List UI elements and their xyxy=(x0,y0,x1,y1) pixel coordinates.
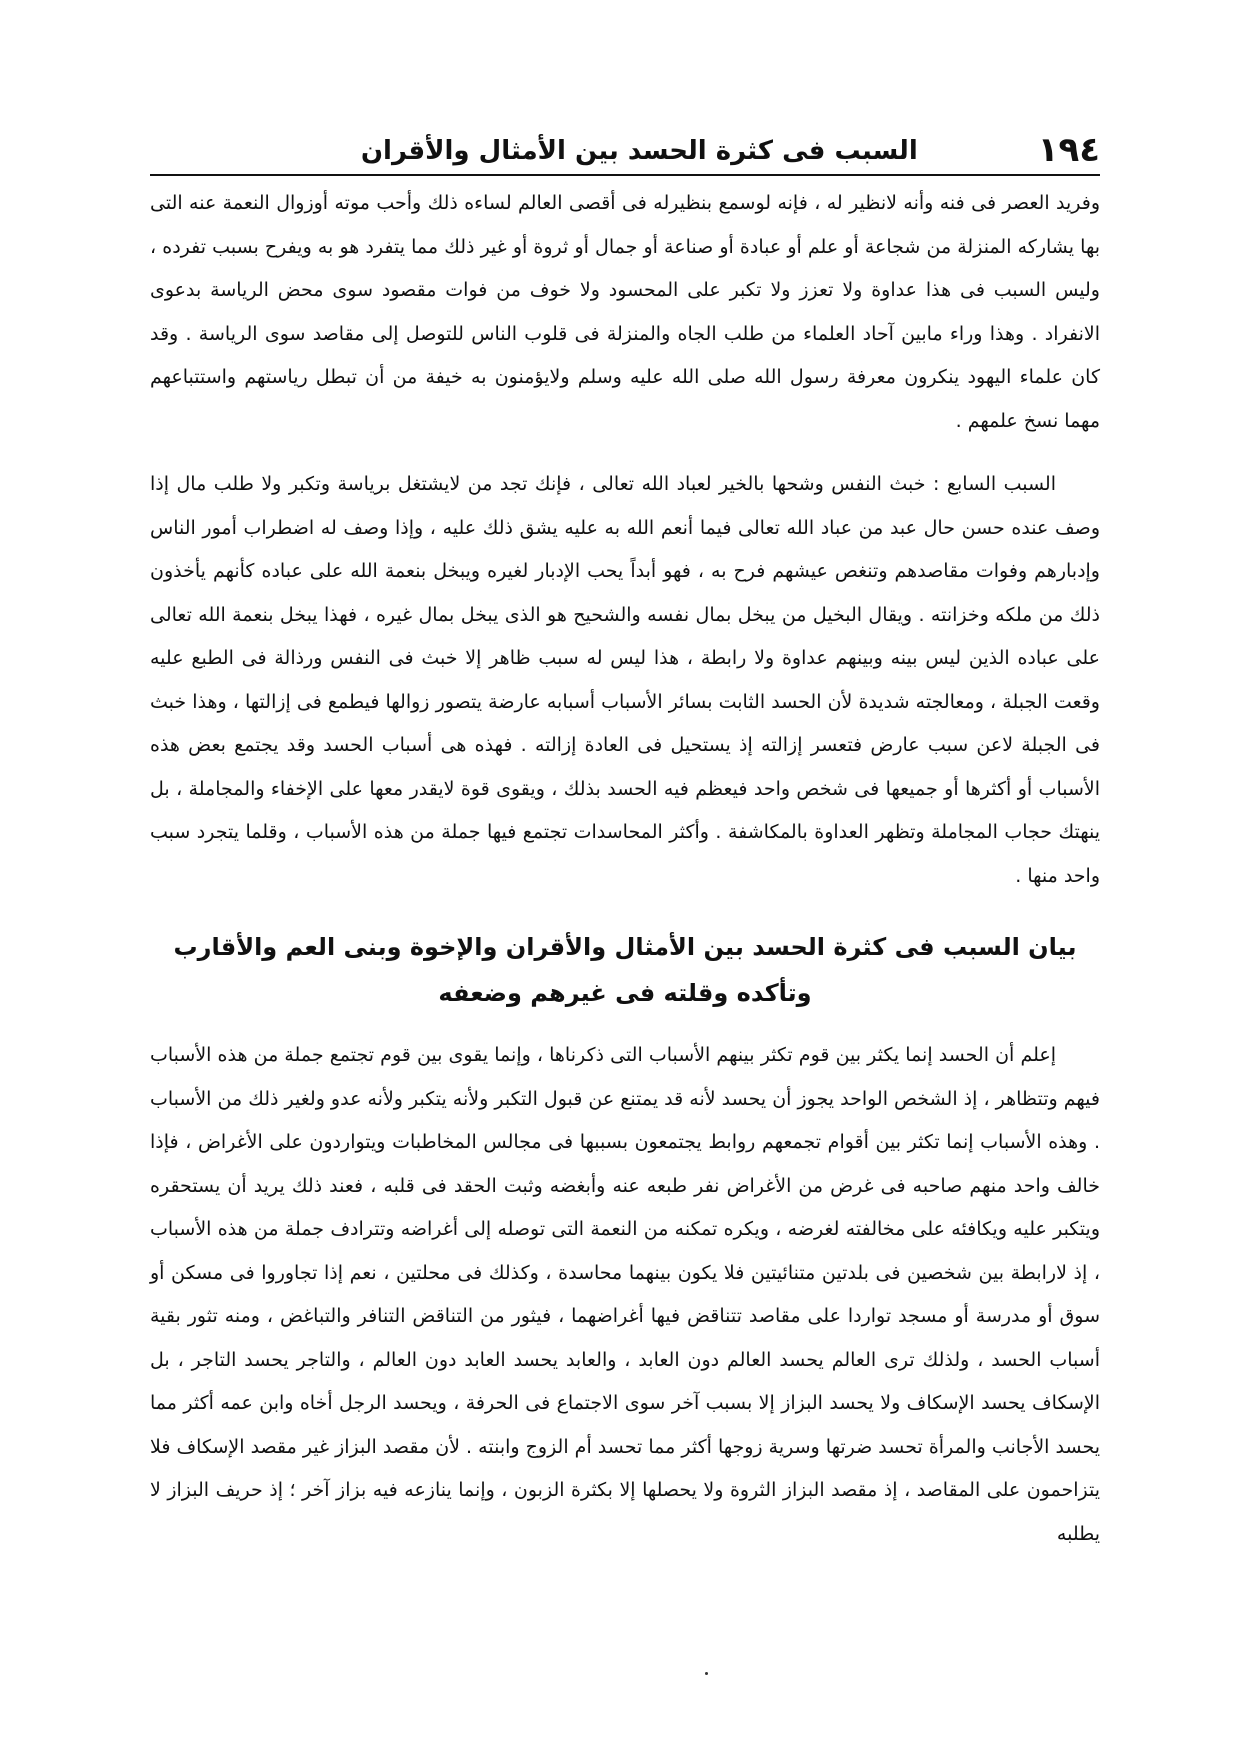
paragraph-seventh-cause: السبب السابع : خبث النفس وشحها بالخير لعباد الله تعالى ، فإنك تجد من لايشتغل برياسة وتكبر ولا طلب مال إذا وصف عنده حسن حال عبد من عباد الله تعالى فيما أنعم الله به عليه يشق ذلك عليه ، وإذا وصف له اضطراب أمور الناس وإدبارهم وفوات مقاصدهم وتنغص عيشهم فرح به ، فهو أبداً يحب الإدبار لغيره ويبخل بنعمة الله على عباده كأنهم يأخذون ذلك من ملكه وخزانته . ويقال البخيل من يبخل بمال نفسه والشحيح هو الذى يبخل بمال غيره ، فهذا يبخل بنعمة الله تعالى على عباده الذين ليس بينه وبينهم عداوة ولا رابطة ، هذا ليس له سبب ظاهر إلا خبث فى النفس ورذالة فى الطبع عليه وقعت الجبلة ، ومعالجته شديدة لأن الحسد الثابت بسائر الأسباب أسبابه عارضة يتصور زوالها فيطمع فى إزالتها ، وهذا خبث فى الجبلة لاعن سبب عارض فتعسر إزالته إذ يستحيل فى العادة إزالته . فهذه هى أسباب الحسد وقد يجتمع بعض هذه الأسباب أو أكثرها أو جميعها فى شخص واحد فيعظم فيه الحسد بذلك ، ويقوى قوة لايقدر معها على الإخفاء والمجاملة ، بل ينهتك حجاب المجاملة وتظهر العداوة بالمكاشفة . وأكثر المحاسدات تجتمع فيها جملة من هذه الأسباب ، وقلما يتجرد سبب واحد منها . xyxy=(150,473,1100,887)
running-header-title: السبب فى كثرة الحسد بين الأمثال والأقران xyxy=(360,136,918,166)
running-header xyxy=(150,110,1100,176)
paragraph-continuation: وفريد العصر فى فنه وأنه لانظير له ، فإنه لوسمع بنظيرله فى أقصى العالم لساءه ذلك وأحب موته أوزوال النعمة عنه التى بها يشاركه المنزلة من شجاعة أو علم أو عبادة أو صناعة أو جمال أو ثروة أو غير ذلك مما يتفرد هو به ويفرح بسبب تفرده ، وليس السبب فى هذا عداوة ولا تعزز ولا تكبر على المحسود ولا خوف من فوات مقصود سوى محض الرياسة بدعوى الانفراد . وهذا وراء مابين آحاد العلماء من طلب الجاه والمنزلة فى قلوب الناس للتوصل إلى مقاصد سوى الرياسة . وقد كان علماء اليهود ينكرون معرفة رسول الله صلى الله عليه وسلم ولايؤمنون به خيفة من أن تبطل رياستهم واستتباعهم مهما نسخ علمهم . xyxy=(150,192,1100,432)
paragraph-section-body: إعلم أن الحسد إنما يكثر بين قوم تكثر بينهم الأسباب التى ذكرناها ، وإنما يقوى بين قوم تجتمع جملة من هذه الأسباب فيهم وتتظاهر ، إذ الشخص الواحد يجوز أن يحسد لأنه قد يمتنع عن قبول التكبر ولأنه يتكبر ولأنه عدو ولغير ذلك من الأسباب . وهذه الأسباب إنما تكثر بين أقوام تجمعهم روابط يجتمعون بسببها فى مجالس المخاطبات ويتواردون على الأغراض ، فإذا خالف واحد منهم صاحبه فى غرض من الأغراض نفر طبعه عنه وأبغضه وثبت الحقد فى قلبه ، فعند ذلك يريد أن يستحقره ويتكبر عليه ويكافئه على مخالفته لغرضه ، ويكره تمكنه من النعمة التى توصله إلى أغراضه وتترادف جملة من هذه الأسباب ، إذ لارابطة بين شخصين فى بلدتين متنائيتين فلا يكون بينهما محاسدة ، وكذلك فى محلتين ، نعم إذا تجاوروا فى مسكن أو سوق أو مدرسة أو مسجد تواردا على مقاصد تتناقض فيها أغراضهما ، فيثور من التناقض التنافر والتباغض ، ومنه تثور بقية أسباب الحسد ، ولذلك ترى العالم يحسد العالم دون العابد ، والعابد يحسد العابد دون العالم ، والتاجر يحسد التاجر ، بل الإسكاف يحسد الإسكاف ولا يحسد البزاز إلا بسبب آخر سوى الاجتماع فى الحرفة ، ويحسد الرجل أخاه وابن عمه أكثر مما يحسد الأجانب والمرأة تحسد ضرتها وسرية زوجها أكثر مما تحسد أم الزوج وابنته . لأن مقصد البزاز غير مقصد الإسكاف فلا يتزاحمون على المقاصد ، إذ مقصد البزاز الثروة ولا يحصلها إلا بكثرة الزبون ، وإنما ينازعه فيه بزاز آخر ؛ إذ حريف البزاز لا يطلبه xyxy=(150,1044,1100,1545)
stray-ink-dot xyxy=(705,1672,708,1675)
section-heading-line-1: بيان السبب فى كثرة الحسد بين الأمثال والأقران والإخوة وبنى العم والأقارب xyxy=(173,933,1077,961)
book-page xyxy=(150,110,1100,1690)
section-heading xyxy=(150,924,1100,1016)
page-number: ١٩٤ xyxy=(1037,130,1100,170)
section-heading-line-2: وتأكده وقلته فى غيرهم وضعفه xyxy=(438,979,812,1007)
